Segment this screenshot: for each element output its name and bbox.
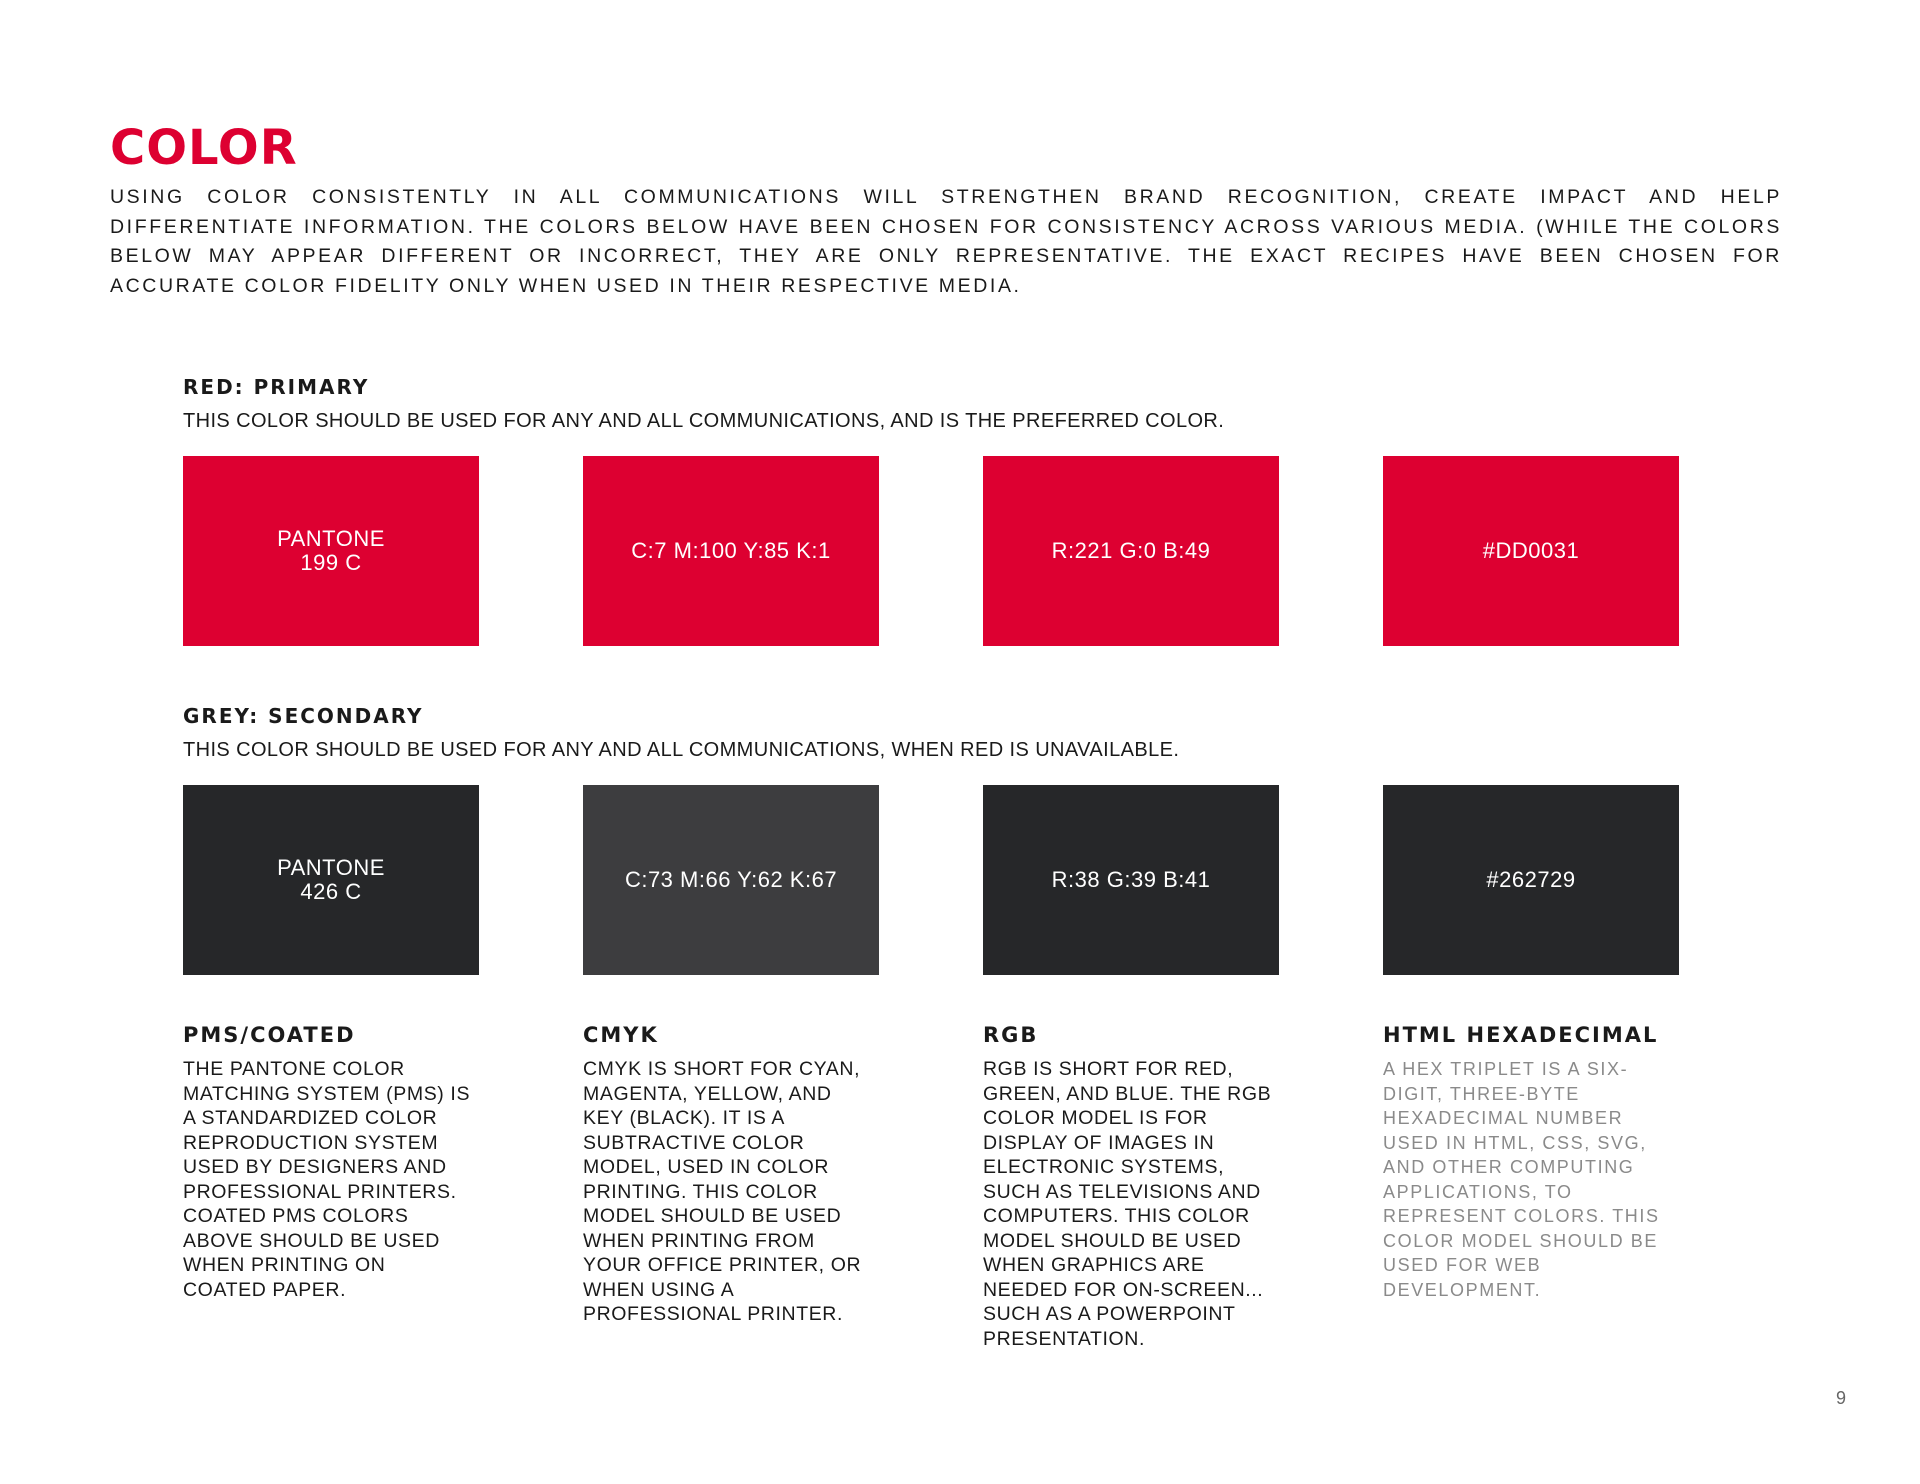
secondary-description: THIS COLOR SHOULD BE USED FOR ANY AND ALL COMMUNICATIONS, WHEN RED IS UNAVAILABLE. xyxy=(183,739,1180,761)
hex-heading: HTML HEXADECIMAL xyxy=(1383,1023,1659,1047)
primary-description: THIS COLOR SHOULD BE USED FOR ANY AND ALL COMMUNICATIONS, AND IS THE PREFERRED COLOR. xyxy=(183,410,1225,432)
swatch-label: PANTONE 426 C xyxy=(277,855,385,904)
swatch-label: PANTONE 199 C xyxy=(277,526,385,575)
cmyk-description: CMYK IS SHORT FOR CYAN, MAGENTA, YELLOW, AND KEY (BLACK). IT IS A SUBTRACTIVE COLOR MODEL, USED IN COLOR PRINTING. THIS COLOR MODEL SHOULD BE USED WHEN PRINTING FROM YOUR OFFICE PRINTER, OR WHEN USING A PROFESSIONAL PRINTER. xyxy=(583,1058,862,1325)
pms-heading: PMS/COATED xyxy=(183,1023,356,1047)
intro-paragraph: USING COLOR CONSISTENTLY IN ALL COMMUNICATIONS WILL STRENGTHEN BRAND RECOGNITION, CREATE IMPACT AND HELP DIFFERENTIATE INFORMATION. THE COLORS BELOW HAVE BEEN CHOSEN FOR CONSISTENCY ACROSS VARIOUS MEDIA. (WHILE THE COLORS BELOW MAY APPEAR DIFFERENT OR INCORRECT, THEY ARE ONLY REPRESENTATIVE. THE EXACT RECIPES HAVE BEEN CHOSEN FOR ACCURATE COLOR FIDELITY ONLY WHEN USED IN THEIR RESPECTIVE MEDIA. xyxy=(110,186,1782,297)
swatch-label: R:38 G:39 B:41 xyxy=(1051,867,1211,892)
swatch-label: #262729 xyxy=(1486,867,1576,892)
secondary-swatch-rgb xyxy=(983,785,1279,975)
swatch-label: C:7 M:100 Y:85 K:1 xyxy=(631,538,831,563)
rgb-description: RGB IS SHORT FOR RED, GREEN, AND BLUE. THE RGB COLOR MODEL IS FOR DISPLAY OF IMAGES IN ELECTRONIC SYSTEMS, SUCH AS TELEVISIONS AND COMPUTERS. THIS COLOR MODEL SHOULD BE USED WHEN GRAPHICS ARE NEEDED FOR ON-SCREEN... SUCH AS A POWERPOINT PRESENTATION. xyxy=(983,1058,1272,1350)
secondary-swatch-hex xyxy=(1383,785,1679,975)
swatch-label: C:73 M:66 Y:62 K:67 xyxy=(624,867,838,892)
pms-description: THE PANTONE COLOR MATCHING SYSTEM (PMS) IS A STANDARDIZED COLOR REPRODUCTION SYSTEM USED BY DESIGNERS AND PROFESSIONAL PRINTERS. COATED PMS COLORS ABOVE SHOULD BE USED WHEN PRINTING ON COATED PAPER. xyxy=(183,1058,471,1301)
rgb-heading: RGB xyxy=(983,1023,1039,1047)
primary-swatch-rgb xyxy=(983,456,1279,646)
primary-swatch-cmyk xyxy=(583,456,879,646)
page-title: COLOR xyxy=(110,120,298,176)
swatch-label: #DD0031 xyxy=(1482,538,1580,563)
page-number: 9 xyxy=(1836,1388,1847,1408)
secondary-swatch-pantone xyxy=(183,785,479,975)
hex-description: A HEX TRIPLET IS A SIX-DIGIT, THREE-BYTE HEXADECIMAL NUMBER USED IN HTML, CSS, SVG, AND OTHER COMPUTING APPLICATIONS, TO REPRESENT COLORS. THIS COLOR MODEL SHOULD BE USED FOR WEB DEVELOPMENT. xyxy=(1383,1059,1660,1300)
primary-heading: RED: PRIMARY xyxy=(183,375,370,399)
cmyk-heading: CMYK xyxy=(583,1023,659,1047)
primary-swatch-pantone xyxy=(183,456,479,646)
secondary-heading: GREY: SECONDARY xyxy=(183,704,424,728)
swatch-label: R:221 G:0 B:49 xyxy=(1051,538,1211,563)
primary-swatch-hex xyxy=(1383,456,1679,646)
secondary-swatch-cmyk xyxy=(583,785,879,975)
